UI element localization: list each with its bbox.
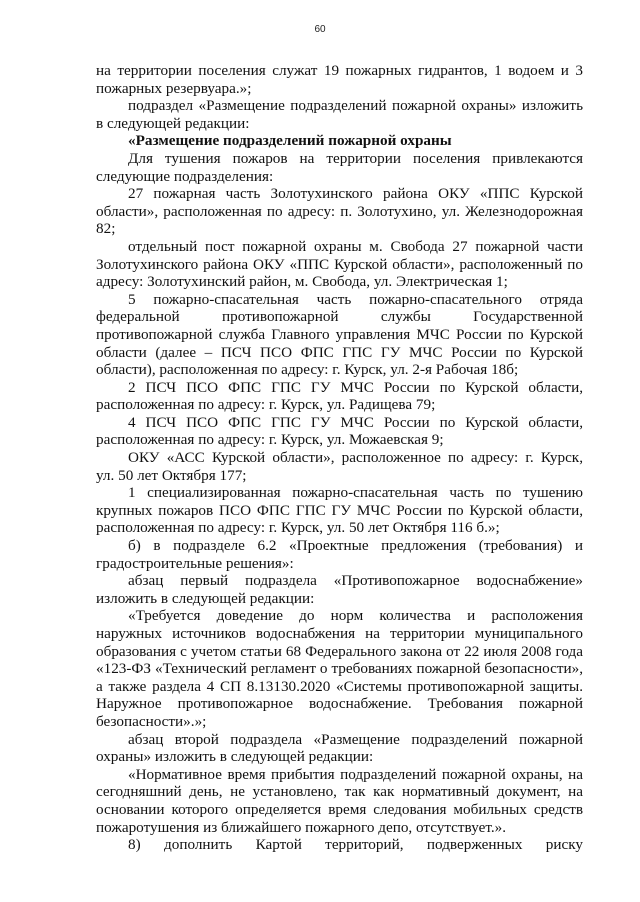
text-line: а также раздела 4 СП 8.13130.2020 «Системы противопожарной защиты.	[96, 677, 583, 695]
text-line: Наружное противопожарное водоснабжение. Требования пожарной	[96, 695, 583, 713]
text-line: 2 ПСЧ ПСО ФПС ГПС ГУ МЧС России по Курской области,	[128, 378, 583, 396]
text-line: «123-ФЗ «Технический регламент о требованиях пожарной безопасности»,	[96, 660, 583, 678]
document-body	[96, 62, 583, 854]
text-line: области), расположенная по адресу: г. Курск, ул. 2-я Рабочая 18б;	[96, 361, 519, 379]
text-line: подраздел «Размещение подразделений пожарной охраны» изложить	[128, 97, 583, 115]
text-line: в следующей редакции:	[96, 114, 250, 132]
text-line: следующие подразделения:	[96, 167, 274, 185]
text-line: 8) дополнить Картой территорий, подверженных риску	[128, 836, 583, 854]
text-line: пожарных резервуара.»;	[96, 79, 252, 97]
text-line: расположенная по адресу: г. Курск, ул. 50 лет Октября 116 б.»;	[96, 519, 500, 537]
text-line: области», расположенная по адресу: п. Золотухино, ул. Железнодорожная	[96, 202, 583, 220]
text-line: крупных пожаров ПСО ФПС ГПС ГУ МЧС России по Курской области,	[96, 501, 583, 519]
text-line: 5 пожарно-спасательная часть пожарно-спасательного отряда	[128, 290, 583, 308]
text-line: 1 специализированная пожарно-спасательная часть по тушению	[128, 484, 583, 502]
text-line: 27 пожарная часть Золотухинского района ОКУ «ППС Курской	[128, 185, 583, 203]
text-line: сегодняшний день, не установлено, так как нормативный документ, на	[96, 783, 583, 801]
text-line: «Нормативное время прибытия подразделений пожарной охраны, на	[128, 765, 583, 783]
text-line: градостроительные решения»:	[96, 554, 294, 572]
text-line: образования с учетом статьи 68 Федерального закона от 22 июля 2008 года	[96, 642, 583, 660]
page-number: 60	[314, 24, 326, 35]
text-line: на территории поселения служат 19 пожарных гидрантов, 1 водоем и 3	[96, 62, 583, 79]
text-line: 82;	[96, 220, 116, 238]
text-line: отдельный пост пожарной охраны м. Свобода 27 пожарной части	[128, 237, 583, 255]
text-line: области (далее – ПСЧ ПСО ФПС ГПС ГУ МЧС России по Курской	[96, 343, 583, 361]
text-line: федеральной противопожарной службы Государственной	[96, 308, 583, 326]
text-line: «Размещение подразделений пожарной охраны	[128, 132, 452, 150]
text-line: Для тушения пожаров на территории поселения привлекаются	[128, 149, 583, 167]
text-line: ул. 50 лет Октября 177;	[96, 466, 247, 484]
text-line: ОКУ «АСС Курской области», расположенное по адресу: г. Курск,	[128, 449, 583, 467]
text-line: охраны» изложить в следующей редакции:	[96, 748, 374, 766]
text-line: «Требуется доведение до норм количества и расположения	[128, 607, 583, 625]
text-line: Золотухинского района ОКУ «ППС Курской области», расположенный по	[96, 255, 583, 273]
text-line: абзац первый подраздела «Противопожарное водоснабжение»	[128, 572, 583, 590]
text-line: противопожарной служба Главного управления МЧС России по Курской	[96, 325, 583, 343]
text-line: пожаротушения из ближайшего пожарного депо, отсутствует.».	[96, 818, 507, 836]
text-line: основании которого определяется время следования мобильных средств	[96, 800, 583, 818]
text-line: 4 ПСЧ ПСО ФПС ГПС ГУ МЧС России по Курской области,	[128, 413, 583, 431]
text-line: абзац второй подраздела «Размещение подразделений пожарной	[128, 730, 583, 748]
text-line: адресу: Золотухинский район, м. Свобода, ул. Электрическая 1;	[96, 273, 508, 291]
text-line: расположенная по адресу: г. Курск, ул. Можаевская 9;	[96, 431, 444, 449]
text-line: наружных источников водоснабжения на территории муниципального	[96, 625, 583, 642]
text-line: безопасности».»;	[96, 712, 207, 730]
text-line: б) в подразделе 6.2 «Проектные предложения (требования) и	[128, 537, 583, 555]
text-line: изложить в следующей редакции:	[96, 589, 315, 607]
text-line: расположенная по адресу: г. Курск, ул. Радищева 79;	[96, 396, 436, 414]
